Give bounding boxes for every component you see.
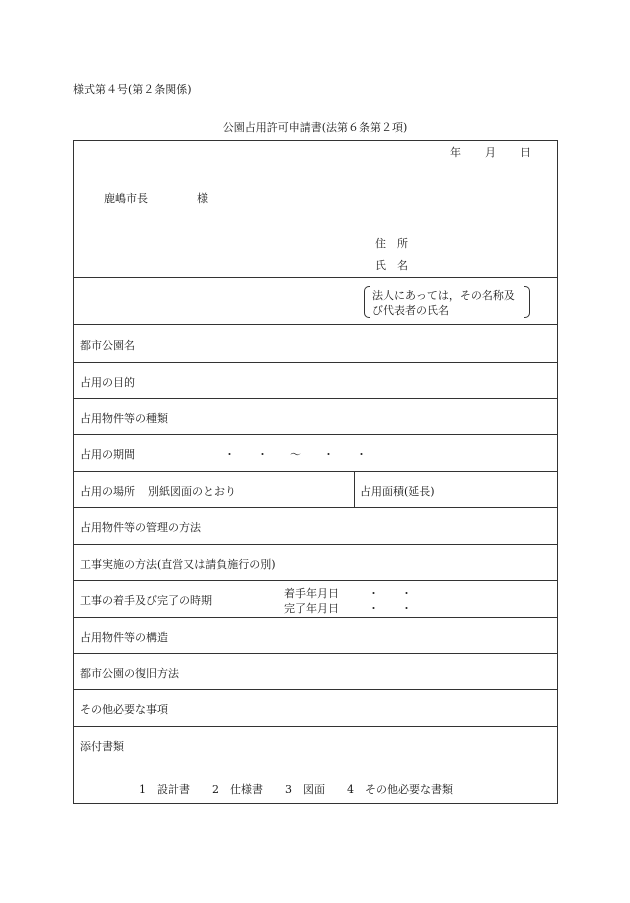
management-label: 占用物件等の管理の方法: [80, 521, 201, 534]
date-year-label: 年: [450, 146, 461, 159]
row-divider: [74, 398, 557, 399]
park-name-label: 都市公園名: [80, 339, 135, 352]
restoration-label: 都市公園の復旧方法: [80, 667, 179, 680]
addressee-honorific: 様: [197, 192, 208, 205]
form-title: 公園占用許可申請書(法第６条第２項): [222, 121, 408, 134]
period-value: ・ ・ ～ ・ ・: [224, 448, 367, 461]
applicant-address-label: 住 所: [375, 237, 408, 250]
start-date-value: ・ ・: [368, 587, 412, 600]
start-date-label: 着手年月日: [284, 587, 339, 600]
attachments-list: 1 設計書 2 仕様書 3 図面 4 その他必要な書類: [139, 783, 453, 796]
bracket-left: [364, 286, 370, 318]
row-divider: [74, 544, 557, 545]
date-month-label: 月: [485, 146, 496, 159]
construction-timing-label: 工事の着手及び完了の時期: [80, 594, 212, 607]
corporation-note-line1: 法人にあっては，その名称及: [372, 289, 515, 302]
row-divider: [74, 580, 557, 581]
corporation-note-line2: び代表者の氏名: [372, 304, 449, 317]
row-divider: [74, 617, 557, 618]
application-form-table: [73, 140, 558, 804]
structure-label: 占用物件等の構造: [80, 631, 168, 644]
object-type-label: 占用物件等の種類: [80, 412, 168, 425]
end-date-label: 完了年月日: [284, 602, 339, 615]
row-divider: [74, 362, 557, 363]
row-divider: [74, 324, 557, 325]
row-divider: [74, 471, 557, 472]
place-value: 別紙図面のとおり: [148, 485, 236, 498]
area-label: 占用面積(延長): [360, 485, 435, 498]
row-divider: [74, 507, 557, 508]
form-number: 様式第４号(第２条関係): [73, 83, 192, 96]
attachments-label: 添付書類: [80, 740, 124, 753]
bracket-right: [524, 286, 530, 318]
row-divider: [74, 689, 557, 690]
addressee-name: 鹿嶋市長: [104, 192, 148, 205]
end-date-value: ・ ・: [368, 602, 412, 615]
period-label: 占用の期間: [80, 448, 135, 461]
purpose-label: 占用の目的: [80, 376, 135, 389]
row-divider: [74, 653, 557, 654]
row-divider: [74, 434, 557, 435]
place-label: 占用の場所: [80, 485, 135, 498]
other-matters-label: その他必要な事項: [80, 703, 168, 716]
construction-method-label: 工事実施の方法(直営又は請負施行の別): [80, 558, 276, 571]
corporation-note: [372, 288, 515, 318]
applicant-name-label: 氏 名: [375, 259, 408, 272]
row-divider: [74, 277, 557, 278]
date-day-label: 日: [520, 146, 531, 159]
column-divider: [354, 471, 355, 507]
row-divider: [74, 726, 557, 727]
